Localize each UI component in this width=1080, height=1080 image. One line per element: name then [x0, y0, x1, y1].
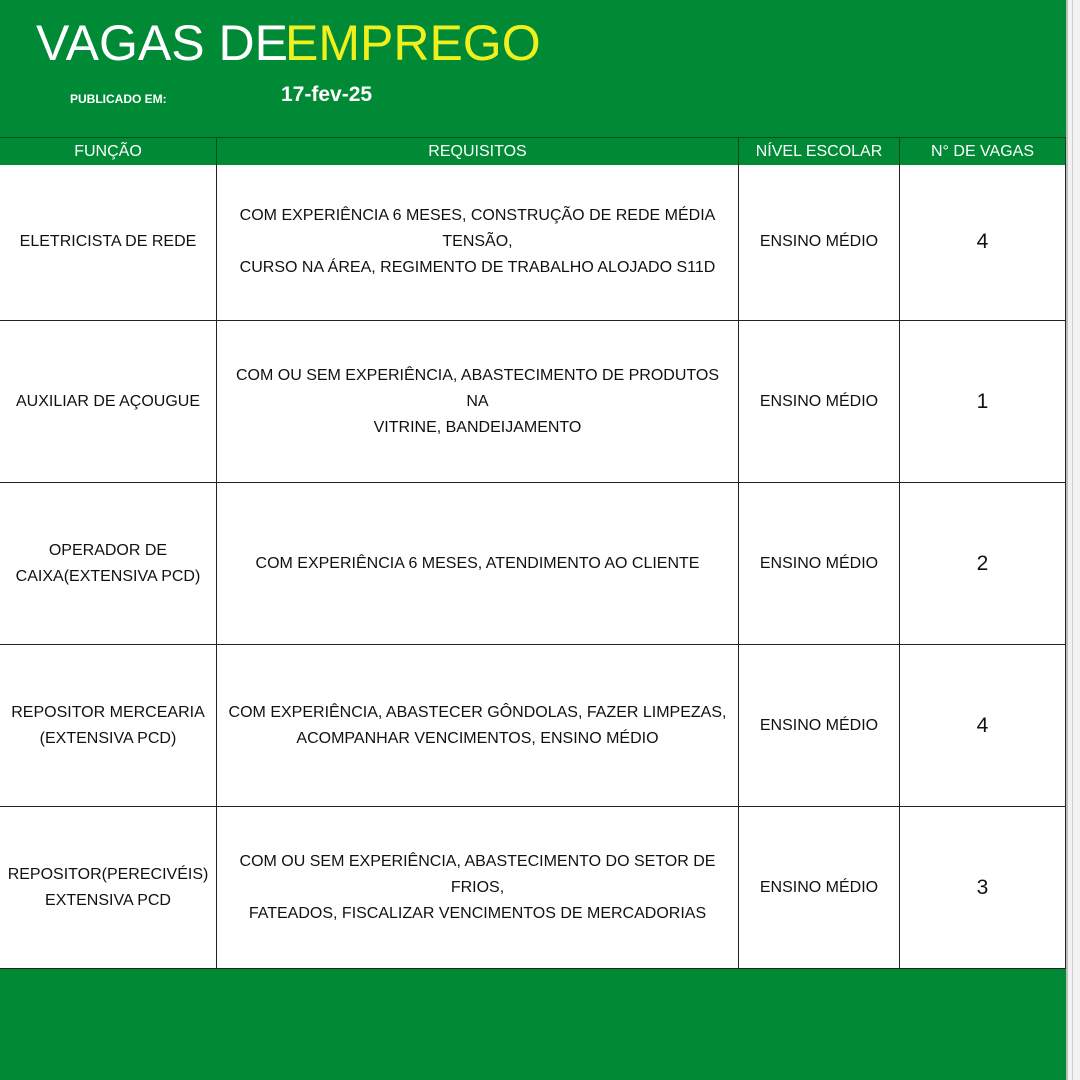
cell-requisitos [217, 164, 739, 320]
cell-funcao [0, 321, 217, 482]
cell-requisitos [217, 321, 739, 482]
published-date: 17-fev-25 [281, 83, 373, 106]
table-row [0, 164, 1066, 321]
footer-banner [0, 969, 1066, 1080]
header-banner [0, 0, 1066, 137]
cell-requisitos [217, 807, 739, 968]
column-header-funcao: FUNÇÃO [0, 138, 217, 165]
cell-requisitos [217, 645, 739, 806]
cell-vagas: 4 [900, 645, 1066, 806]
cell-text: COM EXPERIÊNCIA 6 MESES, CONSTRUÇÃO DE REDE MÉDIA TENSÃO, [239, 207, 716, 250]
cell-nivel: ENSINO MÉDIO [739, 321, 900, 482]
cell-text: FATEADOS, FISCALIZAR VENCIMENTOS DE MERCADORIAS [248, 904, 707, 922]
page-edge [1066, 0, 1080, 1080]
table-row [0, 807, 1066, 969]
cell-text: AUXILIAR DE AÇOUGUE [15, 392, 201, 410]
column-header-nivel: NÍVEL ESCOLAR [739, 138, 900, 165]
cell-text: EXTENSIVA PCD [45, 891, 171, 909]
cell-nivel: ENSINO MÉDIO [739, 807, 900, 968]
published-label: PUBLICADO EM: [70, 92, 167, 106]
title-part1: VAGAS DE [36, 15, 288, 71]
cell-requisitos [217, 483, 739, 644]
column-header-requisitos: REQUISITOS [217, 138, 739, 165]
cell-nivel: ENSINO MÉDIO [739, 164, 900, 320]
cell-text: REPOSITOR MERCEARIA [11, 703, 205, 721]
cell-text: OPERADOR DE [48, 541, 168, 559]
cell-vagas: 4 [900, 164, 1066, 320]
cell-funcao [0, 807, 217, 968]
cell-text: VITRINE, BANDEIJAMENTO [373, 418, 582, 436]
cell-vagas: 3 [900, 807, 1066, 968]
cell-funcao [0, 483, 217, 644]
cell-nivel: ENSINO MÉDIO [739, 483, 900, 644]
cell-vagas: 1 [900, 321, 1066, 482]
cell-text: CAIXA(EXTENSIVA PCD) [15, 567, 201, 585]
cell-text: COM OU SEM EXPERIÊNCIA, ABASTECIMENTO DE PRODUTOS NA [235, 366, 720, 410]
cell-text: (EXTENSIVA PCD) [39, 729, 177, 747]
cell-text: COM EXPERIÊNCIA 6 MESES, ATENDIMENTO AO CLIENTE [255, 554, 700, 572]
cell-vagas: 2 [900, 483, 1066, 644]
cell-text: COM OU SEM EXPERIÊNCIA, ABASTECIMENTO DO SETOR DE FRIOS, [239, 852, 716, 896]
table-row [0, 321, 1066, 483]
title-part2: EMPREGO [285, 15, 541, 71]
table-row [0, 483, 1066, 645]
cell-text: REPOSITOR(PERECIVÉIS) [7, 865, 209, 883]
table-row [0, 645, 1066, 807]
cell-nivel: ENSINO MÉDIO [739, 645, 900, 806]
table-header [0, 137, 1066, 165]
cell-text: ACOMPANHAR VENCIMENTOS, ENSINO MÉDIO [296, 729, 659, 747]
cell-funcao [0, 164, 217, 320]
cell-funcao [0, 645, 217, 806]
column-header-vagas: N° DE VAGAS [900, 138, 1066, 165]
cell-text: COM EXPERIÊNCIA, ABASTECER GÔNDOLAS, FAZER LIMPEZAS, [228, 703, 727, 721]
cell-text: ELETRICISTA DE REDE [19, 233, 197, 250]
cell-text: CURSO NA ÁREA, REGIMENTO DE TRABALHO ALOJADO S11D [239, 259, 716, 276]
page-edge-line [1072, 0, 1073, 1080]
